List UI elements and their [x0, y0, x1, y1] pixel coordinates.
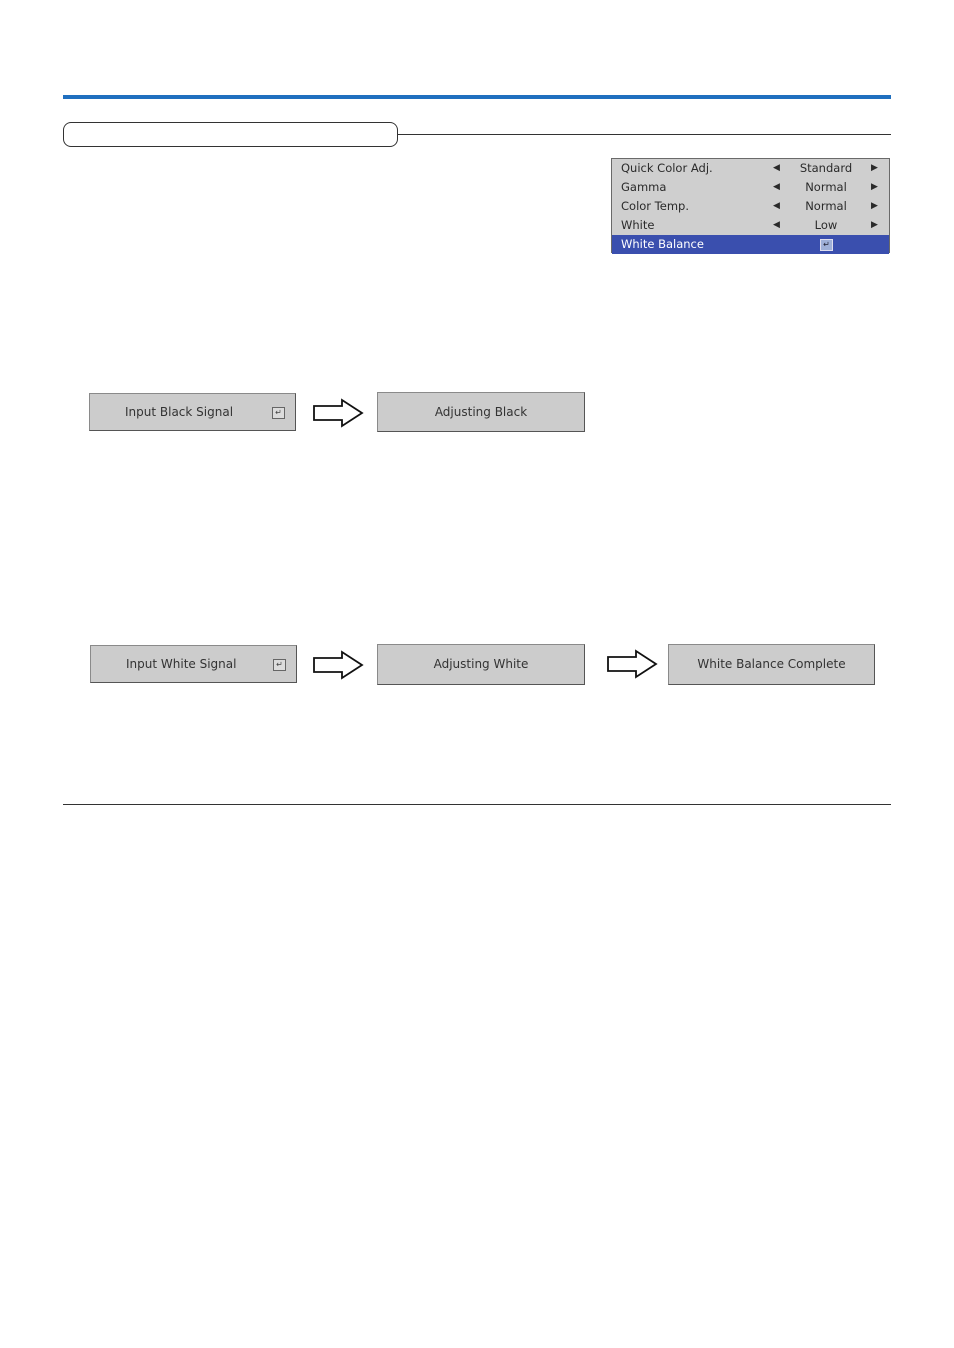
- arrow-left-icon[interactable]: ◀: [773, 220, 780, 230]
- menu-row-label: White Balance: [621, 237, 704, 251]
- menu-row-label: Quick Color Adj.: [621, 161, 713, 175]
- dialog-text: Input White Signal: [126, 657, 237, 671]
- right-arrow-icon: [312, 650, 364, 680]
- dialog-white-balance-complete: [668, 644, 875, 685]
- menu-row-value: Standard: [799, 161, 853, 175]
- menu-row-white-balance[interactable]: [612, 235, 889, 254]
- menu-row-quick-color-adj[interactable]: [612, 159, 889, 178]
- arrow-right-icon[interactable]: ▶: [871, 201, 878, 211]
- dialog-text: Adjusting Black: [434, 405, 528, 419]
- menu-row-label: Gamma: [621, 180, 667, 194]
- menu-row-gamma[interactable]: [612, 178, 889, 197]
- arrow-right-icon[interactable]: ▶: [871, 163, 878, 173]
- menu-row-label: Color Temp.: [621, 199, 689, 213]
- menu-row-value: Normal: [805, 199, 847, 213]
- dialog-text: Adjusting White: [433, 657, 529, 671]
- dialog-adjusting-white: [377, 644, 585, 685]
- dialog-text: White Balance Complete: [697, 657, 846, 671]
- arrow-left-icon[interactable]: ◀: [773, 201, 780, 211]
- enter-icon[interactable]: ↵: [272, 407, 285, 419]
- arrow-right-icon[interactable]: ▶: [871, 182, 878, 192]
- enter-icon[interactable]: ↵: [820, 239, 833, 251]
- dialog-input-black-signal: [89, 393, 296, 431]
- arrow-left-icon[interactable]: ◀: [773, 163, 780, 173]
- menu-row-color-temp[interactable]: [612, 197, 889, 216]
- dialog-text: Input Black Signal: [125, 405, 234, 419]
- right-arrow-icon: [312, 398, 364, 428]
- menu-row-value: Low: [814, 218, 838, 232]
- dialog-adjusting-black: [377, 392, 585, 432]
- header-rule: [63, 95, 891, 99]
- enter-icon[interactable]: ↵: [273, 659, 286, 671]
- menu-row-white[interactable]: [612, 216, 889, 235]
- dialog-input-white-signal: [90, 645, 297, 683]
- right-arrow-icon: [606, 649, 658, 679]
- footer-rule: [63, 804, 891, 805]
- menu-row-label: White: [621, 218, 655, 232]
- section-title-box: [63, 122, 398, 147]
- menu-row-value: Normal: [805, 180, 847, 194]
- arrow-right-icon[interactable]: ▶: [871, 220, 878, 230]
- arrow-left-icon[interactable]: ◀: [773, 182, 780, 192]
- osd-picture-menu: [611, 158, 890, 253]
- section-title-line: [398, 134, 891, 135]
